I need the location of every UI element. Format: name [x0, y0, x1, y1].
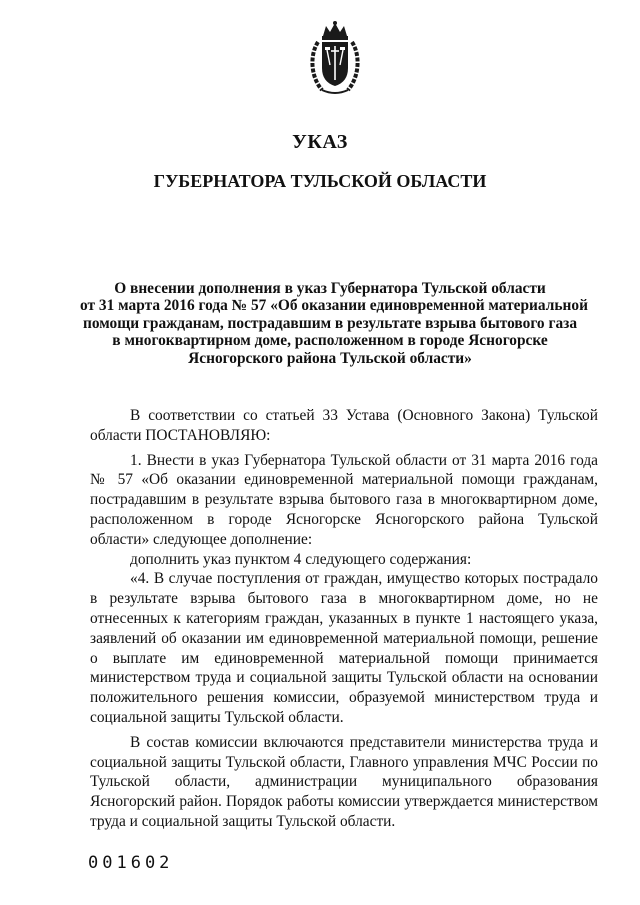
subject-line: в многоквартирном доме, расположенном в городе Ясногорске	[112, 332, 548, 350]
body-paragraph-commission: В состав комиссии включаются представители министерства труда и социальной защиты Тульской области, Главного управления МЧС России по Тульской области, администрации муниципального образования Ясногорский район. Порядок работы комиссии утверждается министерством труда и социальной защиты Тульской области.	[90, 733, 598, 830]
subject-line: О внесении дополнения в указ Губернатора Тульской области	[114, 280, 546, 297]
body-paragraph-amendment-intro: дополнить указ пунктом 4 следующего содержания:	[130, 550, 472, 568]
subject-line: от 31 марта 2016 года № 57 «Об оказании единовременной материальной	[80, 297, 588, 315]
document-body	[90, 406, 598, 832]
registration-number: 001602	[88, 853, 174, 873]
body-paragraph-preamble: В соответствии со статьей 33 Устава (Основного Закона) Тульской области ПОСТАНОВЛЯЮ:	[90, 407, 598, 444]
body-paragraph-new-item-4: «4. В случае поступления от граждан, имущество которых пострадало в результате взрыва бытового газа в многоквартирном доме, но не отнесенных к категориям граждан, указанных в пункте 1 настоящего указа, заявлений об оказании им единовременной материальной помощи, решение о выплате им единовременной материальной помощи принимается министерством труда и социальной защиты Тульской области на основании положительного решения комиссии, образуемой министерством труда и социальной защиты Тульской области.	[90, 570, 598, 726]
issuer-title: ГУБЕРНАТОРА ТУЛЬСКОЙ ОБЛАСТИ	[153, 171, 487, 191]
document-type-title: УКАЗ	[292, 131, 348, 153]
tula-region-coat-of-arms-icon	[308, 20, 362, 96]
body-paragraph-item-1: 1. Внести в указ Губернатора Тульской области от 31 марта 2016 года № 57 «Об оказании единовременной материальной помощи гражданам, пострадавшим в результате взрыва бытового газа в многоквартирном доме, расположенном в городе Ясногорске Ясногорского района Тульской области» следующее дополнение:	[90, 451, 598, 548]
subject-line: Ясногорского района Тульской области»	[188, 349, 472, 367]
document-subject	[80, 280, 588, 367]
subject-line: помощи гражданам, пострадавшим в результате взрыва бытового газа	[82, 314, 578, 332]
